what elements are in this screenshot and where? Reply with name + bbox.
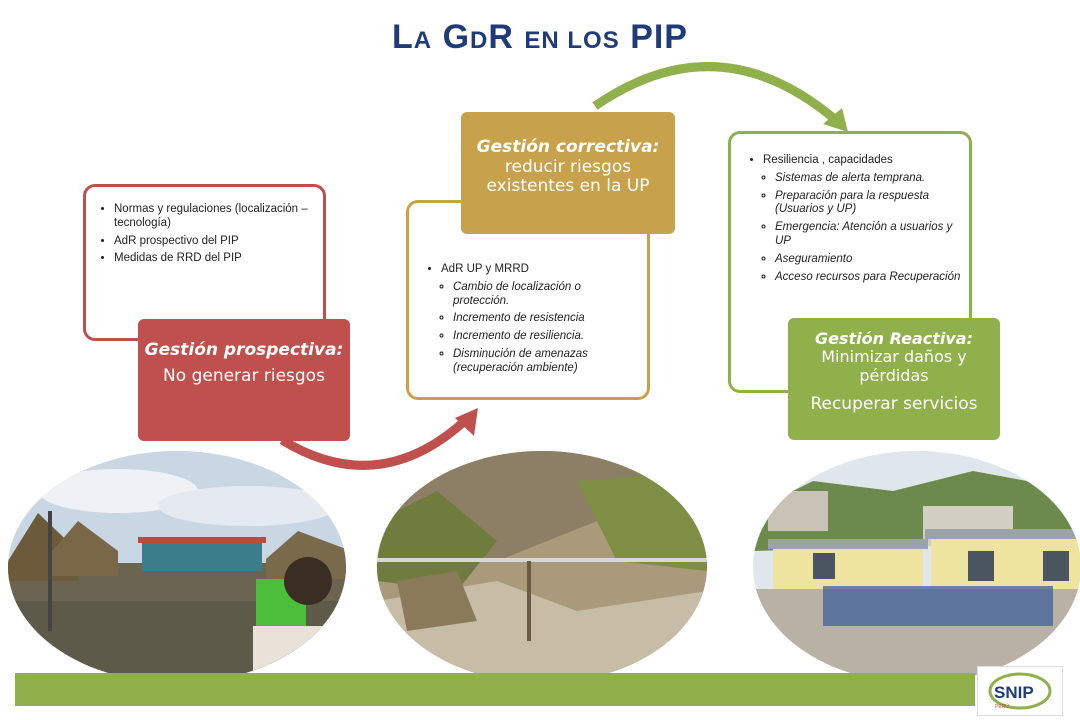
snip-logo-text: SNIP <box>994 683 1034 702</box>
prospective-item: • AdR prospectivo del PIP <box>114 235 313 249</box>
reactive-heading: Gestión Reactiva: Minimizar daños y pérdidas Recuperar servicios <box>788 318 1000 440</box>
flood-photo <box>8 451 346 683</box>
footer-bar <box>15 673 975 706</box>
prospective-item: • Normas y regulaciones (localización – tecnología) <box>114 203 313 231</box>
school-photo <box>753 451 1080 683</box>
slide-title: LA GDR EN LOS PIP <box>392 18 688 56</box>
snip-logo-sub: PERÚ <box>995 704 1009 710</box>
reactive-item: • Resiliencia , capacidades ◦ Sistemas de alerta temprana. ◦ Preparación para la respuesta (Usuarios y UP) ◦ Emergencia: Atención a usuarios y UP ◦ Aseguramiento ◦ Acceso recursos para Recuperación <box>763 154 961 284</box>
prospective-item: • Medidas de RRD del PIP <box>114 252 313 266</box>
prospective-box <box>83 184 326 341</box>
prospective-heading: Gestión prospectiva: No generar riesgos <box>138 319 350 441</box>
corrective-item: • AdR UP y MRRD ◦ Cambio de localización o protección. ◦ Incremento de resistencia ◦ Incremento de resiliencia. ◦ Disminución de amenazas (recuperación ambiente) <box>441 263 637 376</box>
erosion-photo <box>377 451 707 683</box>
corrective-heading: Gestión correctiva: reducir riesgos existentes en la UP <box>461 112 675 234</box>
snip-logo <box>977 666 1063 716</box>
